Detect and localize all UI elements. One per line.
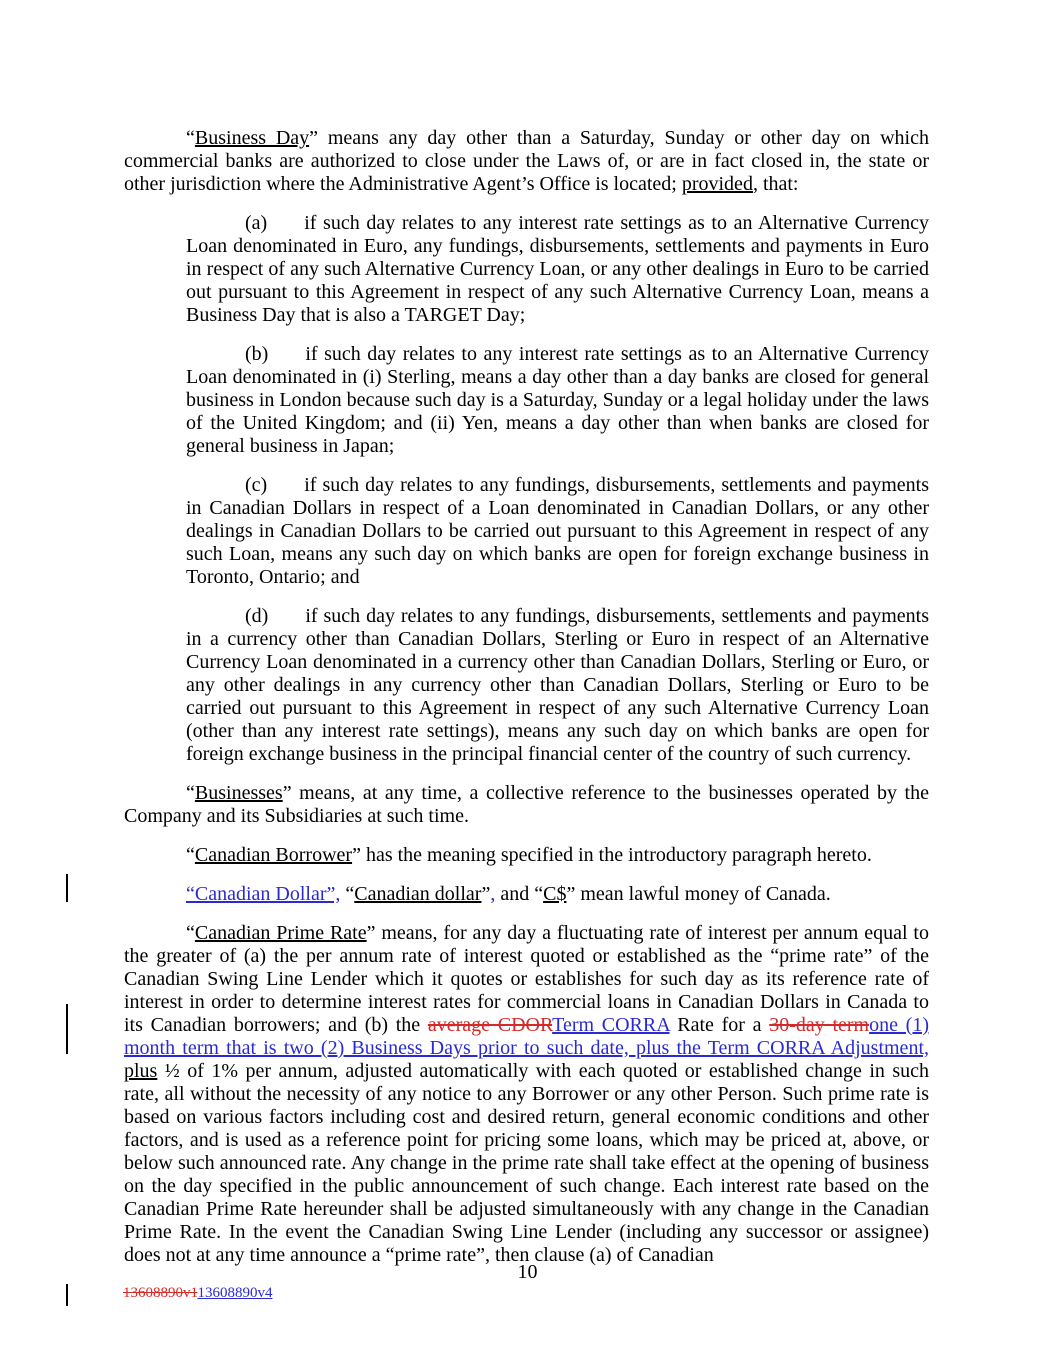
text-segment-term: C$ — [543, 883, 567, 905]
clause-text — [186, 343, 929, 457]
text-segment-ins: one (1) month term that is two (2) Business Days prior to such date, plus the Term CORRA Adjustment, — [124, 1014, 929, 1059]
body-text — [124, 127, 929, 1267]
text-segment-del: 30-day term — [769, 1014, 870, 1036]
paragraph-clause-c — [186, 474, 929, 589]
paragraph-canadian-borrower-definition — [124, 844, 929, 867]
text-segment-plain: “ — [186, 922, 195, 944]
text-segment-plain: “ — [186, 782, 195, 804]
text-segment-plain: if such day relates to any fundings, disbursements, settlements and payments in Canadian Dollars in respect of a Loan denominated in Canadian Dollars, or any other dealings in Canadian Dollars to be carried out pursuant to this Agreement in respect of any such Loan, means any such day on which banks are open for foreign exchange business in Toronto, Ontario; and — [186, 474, 929, 588]
text-segment-plain: “ — [186, 127, 195, 149]
text-segment-plain: ” — [481, 883, 491, 905]
text-segment-plain: , that: — [752, 173, 799, 195]
text-segment-term: Business Day — [194, 127, 310, 149]
change-bar — [66, 1284, 68, 1306]
text-segment-plain: Rate for a — [669, 1014, 770, 1036]
text-segment-del: 13608890v1 — [123, 1285, 198, 1301]
clause-label: (c) — [245, 474, 268, 496]
text-segment-term: plus — [124, 1060, 158, 1082]
text-segment-plain: “ — [340, 883, 355, 905]
text-segment-term: Canadian Prime Rate — [194, 922, 367, 944]
footer-doc-ids — [123, 1284, 272, 1302]
text-segment-term: Canadian Borrower — [194, 844, 353, 866]
text-segment-plain: ” mean lawful money of Canada. — [566, 883, 831, 905]
text-segment-plain: ” means any day other than a Saturday, Sunday or other day on which commercial banks are authorized to close under the Laws of, or are in fact closed in, the state or other jurisdiction where the Administrative Agent’s Office is located; — [124, 127, 929, 195]
text-segment-term: provided — [681, 173, 753, 195]
text-segment-ins: , — [490, 883, 496, 905]
paragraph-clause-b — [186, 343, 929, 458]
text-segment-ins: 13608890v4 — [197, 1285, 273, 1301]
text-segment-term: Canadian dollar — [354, 883, 482, 905]
paragraph-businesses-definition — [124, 782, 929, 828]
clause-text — [186, 605, 929, 765]
change-bar — [66, 1004, 68, 1054]
text-segment-plain: if such day relates to any interest rate settings as to an Alternative Currency Loan denominated in (i) Sterling, means a day other than a day banks are closed for general business in London because such day is a Saturday, Sunday or a legal holiday under the laws of the United Kingdom; and (ii) Yen, means a day other than when banks are closed for general business in Japan; — [186, 343, 929, 457]
clause-text — [186, 212, 929, 326]
paragraph-canadian-dollar-definition — [124, 883, 929, 906]
text-segment-plain: and “ — [495, 883, 544, 905]
text-segment-del: average CDOR — [427, 1014, 553, 1036]
text-segment-plain: ½ of 1% per annum, adjusted automatically with each quoted or established change in such rate, all without the necessity of any notice to any Borrower or any other Person. Such prime rate is based on various factors including cost and desired return, general economic conditions and other factors, and is used as a reference point for pricing some loans, which may be priced at, above, or below such announced rate. Any change in the prime rate shall take effect at the opening of business on the day specified in the public announcement of such change. Each interest rate based on the Canadian Prime Rate hereunder shall be adjusted simultaneously with any change in the Canadian Prime Rate. In the event the Canadian Swing Line Lender (including any successor or assignee) does not at any time announce a “prime rate”, then clause (a) of Canadian — [124, 1060, 929, 1266]
text-segment-ins: Term CORRA — [552, 1014, 670, 1036]
clause-label: (b) — [245, 343, 269, 365]
text-segment-term: Businesses — [194, 782, 283, 804]
clause-label: (d) — [245, 605, 269, 627]
clause-label: (a) — [245, 212, 268, 234]
text-segment-plain: if such day relates to any interest rate settings as to an Alternative Currency Loan denominated in Euro, any fundings, disbursements, settlements and payments in Euro in respect of any such Alternative Currency Loan, or any other dealings in Euro to be carried out pursuant to this Agreement in respect of any such Alternative Currency Loan, means a Business Day that is also a TARGET Day; — [186, 212, 929, 326]
page-number: 10 — [517, 1261, 538, 1283]
paragraph-business-day-definition — [124, 127, 929, 196]
text-segment-plain: ” means, for any day a fluctuating rate of interest per annum equal to the greater of (a) the per annum rate of interest quoted or established as the “prime rate” of the Canadian Swing Line Lender which it quotes or establishes for such day as its reference rate of interest in order to determine interest rates for commercial loans in Canadian Dollars in Canada to its Canadian borrowers; and (b) the — [124, 922, 929, 1036]
change-bar — [66, 874, 68, 902]
paragraph-clause-d — [186, 605, 929, 766]
clause-text — [186, 474, 929, 588]
paragraph-canadian-prime-rate-definition — [124, 922, 929, 1267]
text-segment-plain: if such day relates to any fundings, disbursements, settlements and payments in a currency other than Canadian Dollars, Sterling or Euro in respect of an Alternative Currency Loan denominated in a currency other than Canadian Dollars, Sterling or Euro, or any other dealings in any currency other than Canadian Dollars, Sterling or Euro to be carried out pursuant to this Agreement in respect of any such Alternative Currency Loan (other than any interest rate settings), means any such day on which banks are open for foreign exchange business in the principal financial center of the country of such currency. — [186, 605, 929, 765]
paragraph-clause-a — [186, 212, 929, 327]
text-segment-plain: ” means, at any time, a collective reference to the businesses operated by the Company and its Subsidiaries at such time. — [124, 782, 929, 827]
text-segment-plain: ” has the meaning specified in the introductory paragraph hereto. — [352, 844, 872, 866]
text-segment-plain: “ — [186, 844, 195, 866]
text-segment-ins: “Canadian Dollar”, — [186, 883, 341, 905]
